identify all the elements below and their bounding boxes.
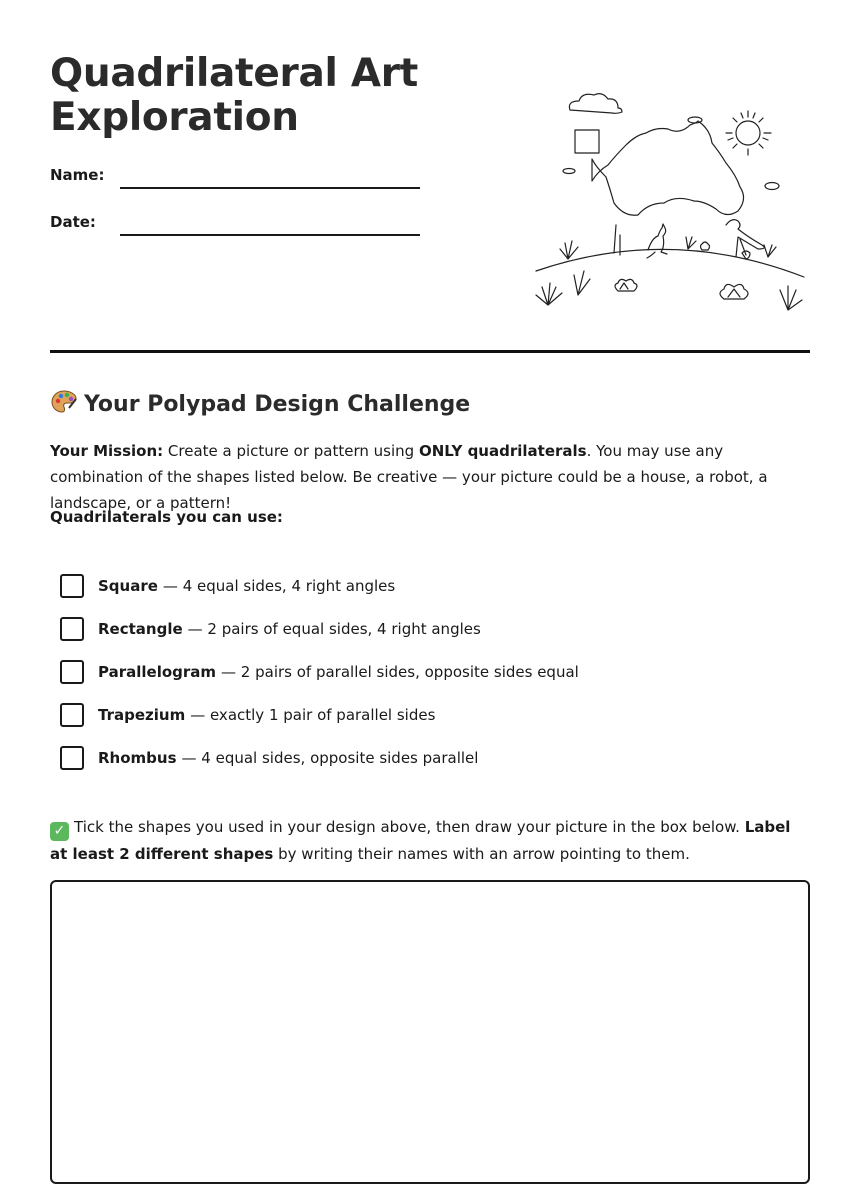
name-field[interactable] [120,187,420,189]
instructions-paragraph [50,814,810,867]
shape-name: Rhombus [98,749,177,767]
mission-text: Create a picture or pattern using [167,442,415,460]
instructions-emphasis: Label at least 2 different shapes [50,818,791,863]
checkbox-parallelogram[interactable] [60,660,84,684]
shape-name: Square [98,577,158,595]
checkbox-trapezium[interactable] [60,703,84,727]
mission-label: Your Mission: [50,442,164,460]
shape-name: Parallelogram [98,663,217,681]
grass-icon [536,237,802,310]
australia-landscape-illustration [530,85,812,317]
mission-paragraph [50,438,810,516]
artist-palette-icon [50,388,78,416]
page-title: Quadrilateral Art Exploration [50,51,418,140]
section-title: Your Polypad Design Challenge [84,392,471,417]
square-icon [575,130,599,153]
australia-map-icon [592,121,744,215]
shape-description: — 2 pairs of equal sides, 4 right angles [187,620,481,638]
shape-name: Trapezium [98,706,186,724]
checkbox-rectangle[interactable] [60,617,84,641]
list-item [60,660,579,684]
section-heading [50,388,470,417]
date-field[interactable] [120,234,420,236]
shape-description: — 2 pairs of parallel sides, opposite sides equal [221,663,579,681]
list-item [60,617,481,641]
kangaroo-icon [647,224,667,258]
shape-description: — 4 equal sides, opposite sides parallel [181,749,479,767]
instructions-text-continued: by writing their names with an arrow pointing to them. [278,845,690,863]
cloud-icon [569,94,622,114]
shape-description: — 4 equal sides, 4 right angles [162,577,396,595]
shape-name: Rectangle [98,620,183,638]
checkbox-rhombus[interactable] [60,746,84,770]
sun-icon [726,111,771,155]
shapes-list-heading: Quadrilaterals you can use: [50,508,283,526]
mission-emphasis: ONLY quadrilaterals [418,442,587,460]
shape-description: — exactly 1 pair of parallel sides [190,706,436,724]
date-label: Date: [50,213,96,231]
list-item [60,574,395,598]
list-item [60,703,435,727]
list-item [60,746,478,770]
drawing-area[interactable] [50,880,810,1184]
name-label: Name: [50,166,105,184]
ground-line [536,249,804,277]
check-mark-button-icon: ✓ [50,822,69,841]
emu-icon [726,220,764,257]
checkbox-square[interactable] [60,574,84,598]
section-divider [50,350,810,353]
mission-text-continued: . You may use any combination of the shapes listed below. Be creative — your picture could be a house, a robot, a landscape, or a pattern! [50,442,768,512]
instructions-text: Tick the shapes you used in your design above, then draw your picture in the box below. [74,818,740,836]
